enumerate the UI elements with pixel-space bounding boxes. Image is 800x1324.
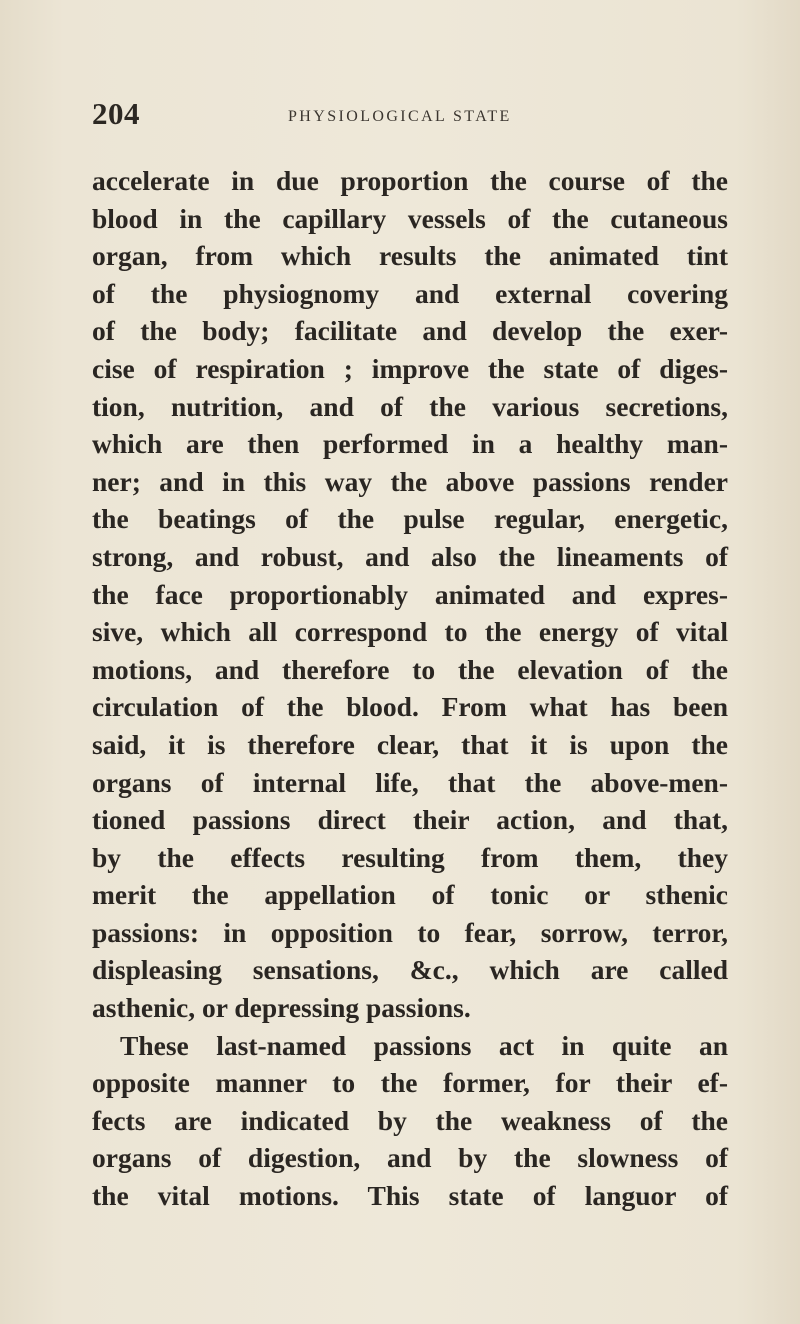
- text-line-20: merit the appellation of tonic or sthenic: [92, 879, 728, 911]
- text-line-16: said, it is therefore clear, that it is upon the: [92, 728, 728, 760]
- page-number: 204: [92, 96, 140, 131]
- text-line-15: circulation of the blood. From what has been: [92, 691, 728, 723]
- text-line-13: sive, which all correspond to the energy of vital: [92, 616, 728, 648]
- text-line-4: of the physiognomy and external covering: [92, 277, 728, 309]
- text-line-21: passions: in opposition to fear, sorrow, terror,: [92, 916, 728, 948]
- text-line-6: cise of respiration ; improve the state of diges-: [92, 352, 728, 384]
- text-line-5: of the body; facilitate and develop the exer-: [92, 315, 728, 347]
- text-line-14: motions, and therefore to the elevation of the: [92, 653, 728, 685]
- text-line-9: ner; and in this way the above passions render: [92, 465, 728, 497]
- text-line-26: fects are indicated by the weakness of the: [92, 1104, 728, 1136]
- text-line-22: displeasing sensations, &c., which are called: [92, 954, 728, 986]
- text-line-18: tioned passions direct their action, and that,: [92, 804, 728, 836]
- text-line-12: the face proportionably animated and expres-: [92, 578, 728, 610]
- text-line-7: tion, nutrition, and of the various secretions,: [92, 390, 728, 422]
- text-line-23: asthenic, or depressing passions.: [92, 992, 471, 1024]
- text-line-24: These last-named passions act in quite an: [120, 1029, 728, 1061]
- text-line-8: which are then performed in a healthy man-: [92, 428, 728, 460]
- text-line-3: organ, from which results the animated tint: [92, 240, 728, 272]
- body-text: [92, 162, 728, 1215]
- text-line-10: the beatings of the pulse regular, energetic,: [92, 503, 728, 535]
- text-line-27: organs of digestion, and by the slowness of: [92, 1142, 728, 1174]
- text-line-28: the vital motions. This state of languor of: [92, 1180, 728, 1212]
- text-line-19: by the effects resulting from them, they: [92, 841, 728, 873]
- running-title: PHYSIOLOGICAL STATE: [288, 108, 512, 125]
- running-head: [92, 96, 728, 136]
- text-line-2: blood in the capillary vessels of the cutaneous: [92, 202, 728, 234]
- text-line-1: accelerate in due proportion the course of the: [92, 165, 728, 196]
- text-line-25: opposite manner to the former, for their ef-: [92, 1067, 728, 1099]
- text-line-17: organs of internal life, that the above-men-: [92, 766, 728, 798]
- text-line-11: strong, and robust, and also the lineaments of: [92, 540, 728, 572]
